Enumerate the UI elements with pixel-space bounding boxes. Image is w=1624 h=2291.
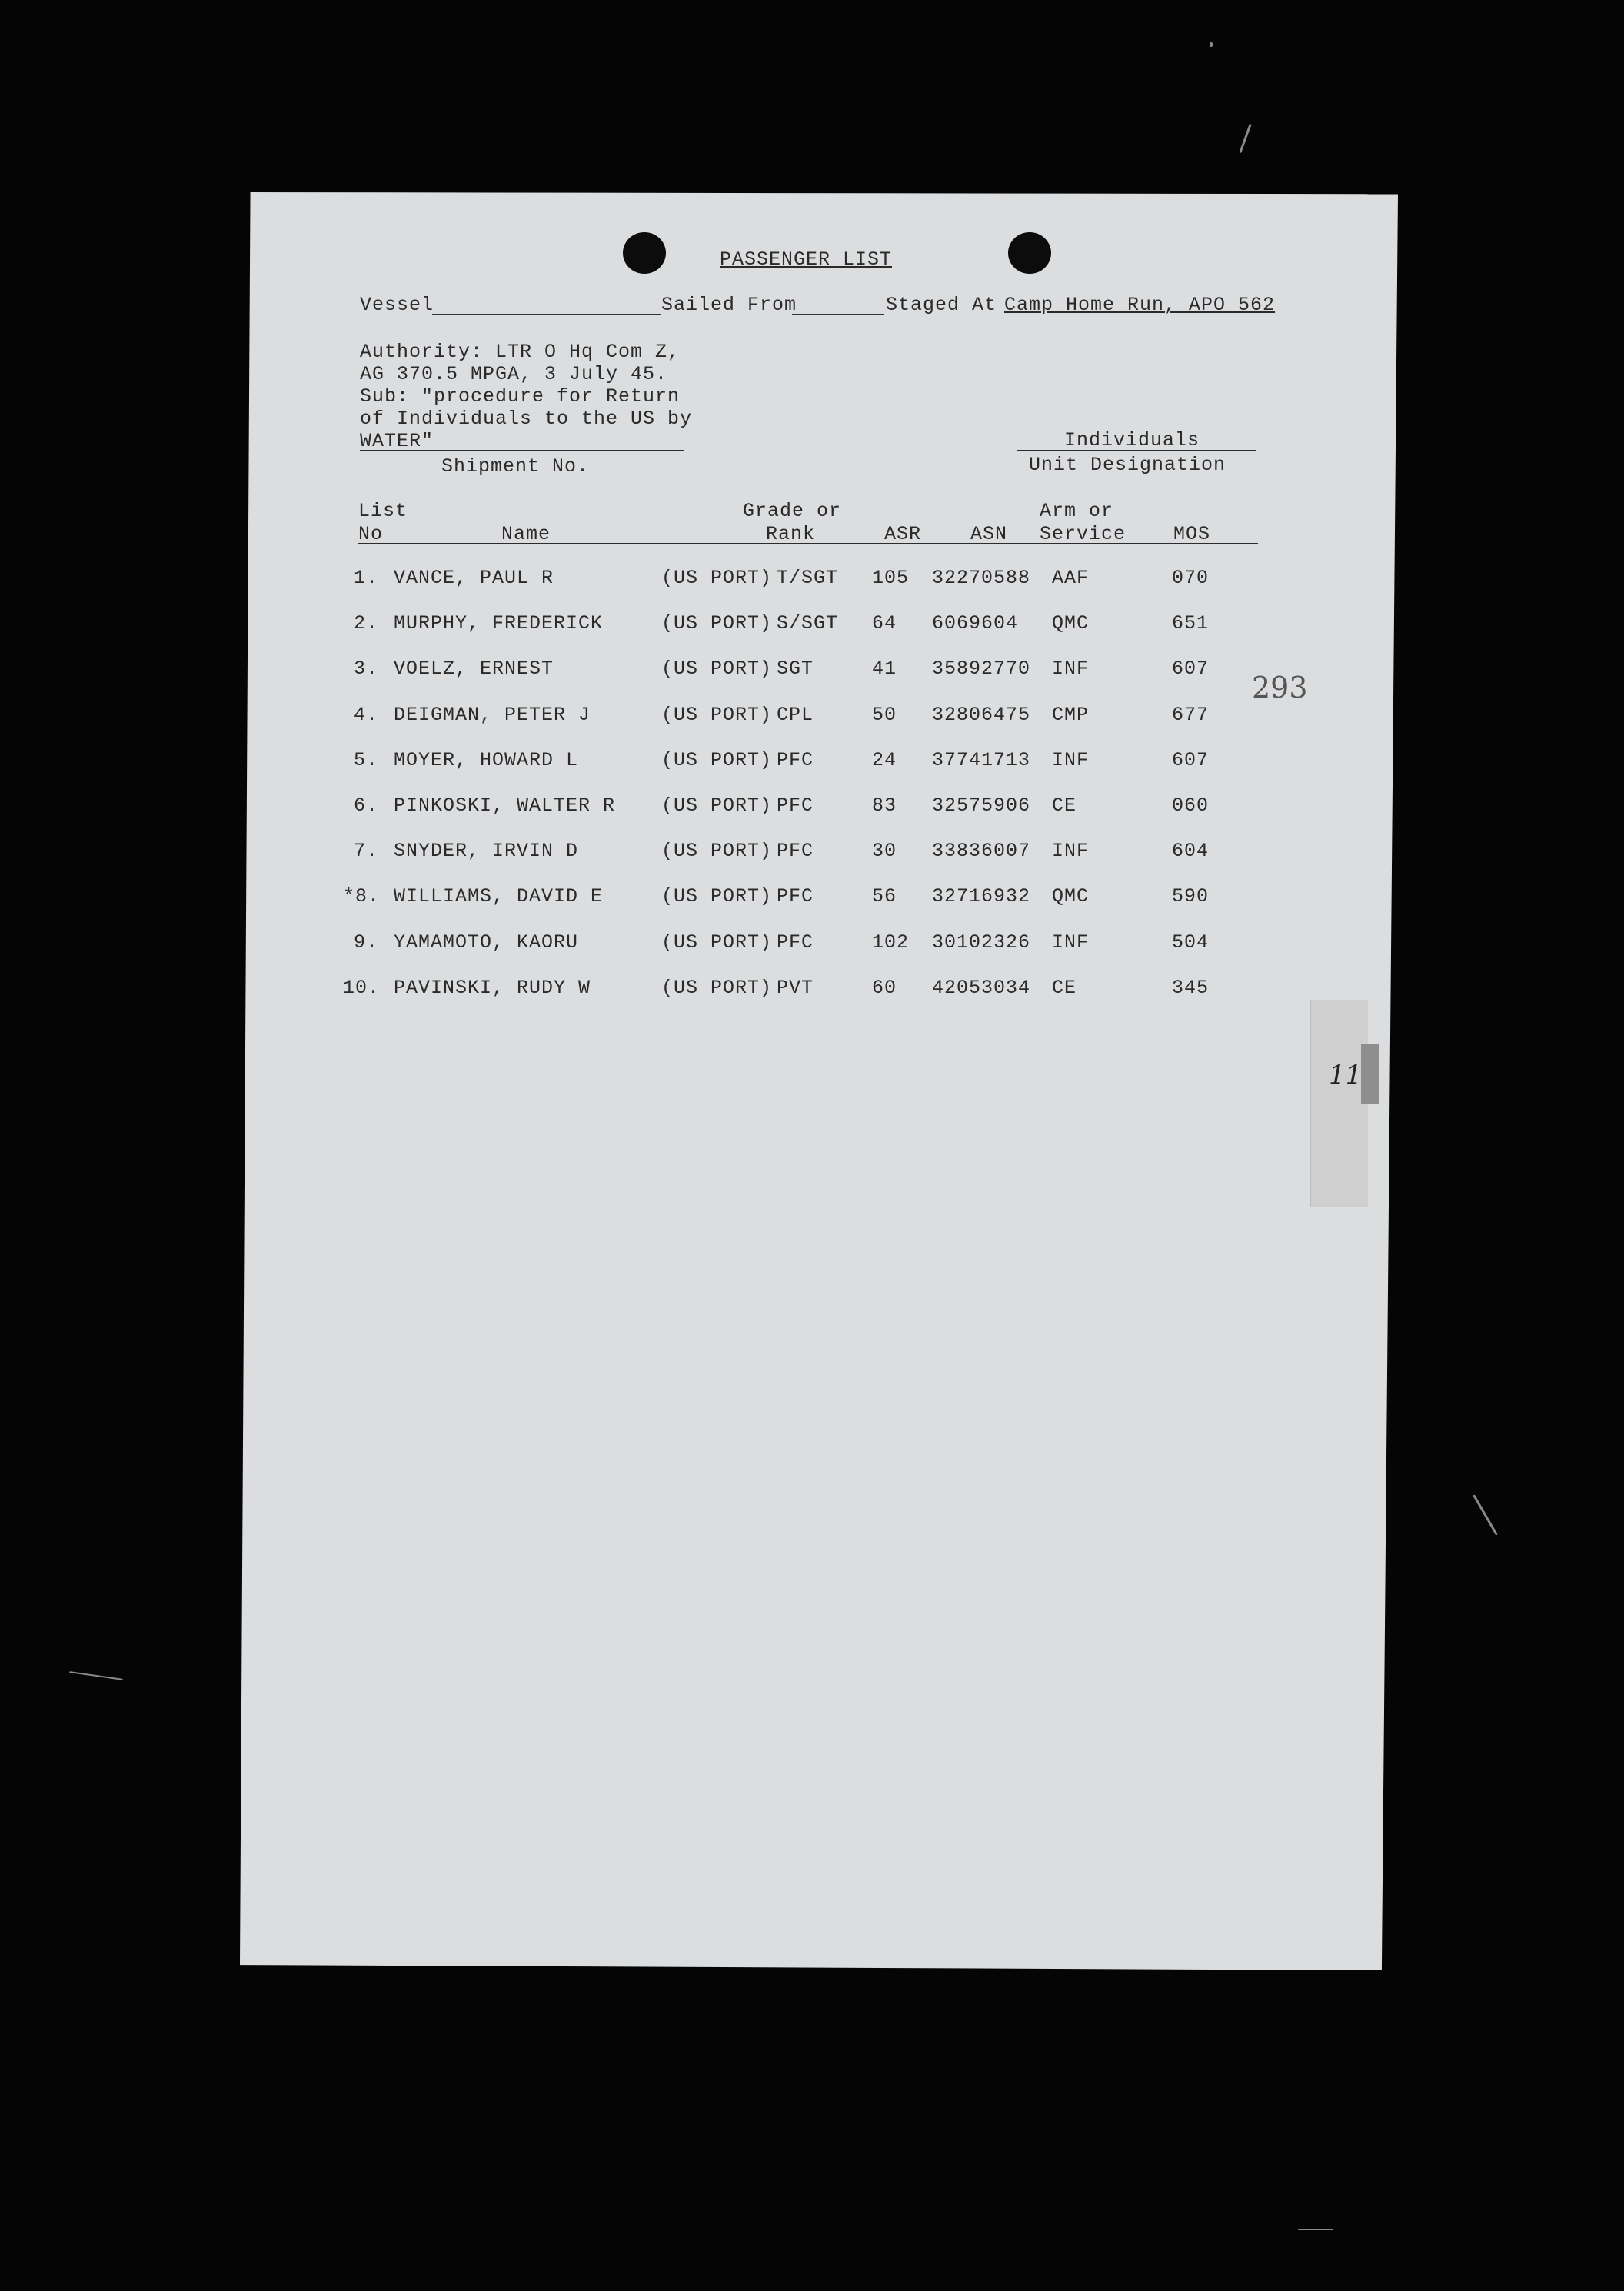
row-name: SNYDER, IRVIN D [394,840,579,863]
table-row [0,567,1624,598]
col-header-rank: Rank [766,523,816,545]
table-row [0,931,1624,962]
table-row [0,749,1624,780]
authority-line: Sub: "procedure for Return [360,385,681,408]
row-name: VANCE, PAUL R [394,567,554,589]
authority-line: AG 370.5 MPGA, 3 July 45. [360,363,668,385]
row-asr: 105 [872,567,910,589]
row-list-no: *8. [343,885,381,908]
row-arm: CE [1052,976,1077,999]
row-asn: 35892770 [932,658,1031,681]
table-row [0,840,1624,871]
row-list-no: 6. [353,794,378,817]
col-header-mos: MOS [1173,523,1211,545]
row-grade: PFC [777,794,814,817]
table-row [0,704,1624,734]
row-arm: INF [1052,931,1090,954]
row-grade: PFC [777,748,814,771]
row-name: VOELZ, ERNEST [394,658,554,681]
row-port: (US PORT) [661,748,773,771]
col-header-service: Service [1040,523,1126,545]
row-list-no: 5. [353,748,378,771]
staged-at-label: Staged At [886,294,997,316]
row-asn: 32270588 [932,567,1031,589]
document-title: PASSENGER LIST [720,248,893,271]
col-header-no: No [358,523,384,545]
row-arm: QMC [1052,885,1090,908]
row-list-no: 9. [353,931,378,954]
row-mos: 651 [1172,612,1210,635]
row-name: PAVINSKI, RUDY W [394,976,591,999]
row-grade: PFC [777,931,814,954]
row-asn: 33836007 [932,840,1031,863]
row-name: YAMAMOTO, KAORU [394,931,579,954]
row-port: (US PORT) [661,885,773,908]
staged-at-value: Camp Home Run, APO 562 [1004,294,1276,316]
row-asr: 50 [872,703,897,726]
row-port: (US PORT) [661,794,773,817]
row-port: (US PORT) [661,658,773,681]
row-name: MOYER, HOWARD L [394,748,579,771]
row-asr: 60 [872,976,897,999]
row-port: (US PORT) [661,703,773,726]
row-asn: 32806475 [932,703,1031,726]
col-header-asn: ASN [970,523,1008,545]
tab-handwritten-mark: 11 [1329,1060,1363,1091]
sailed-from-label: Sailed From [661,294,797,316]
col-header-arm: Arm or [1040,500,1114,522]
row-arm: AAF [1052,567,1090,589]
row-grade: PFC [777,885,814,908]
individuals-label: Individuals [1064,429,1200,451]
row-asr: 83 [872,794,897,817]
row-arm: INF [1052,748,1090,771]
authority-line: Authority: LTR O Hq Com Z, [360,341,681,363]
row-grade: S/SGT [777,612,839,635]
col-header-grade: Grade or [743,500,842,522]
row-grade: T/SGT [777,567,839,589]
row-grade: PVT [777,976,814,999]
row-asr: 56 [872,885,897,908]
authority-line: WATER" [360,430,434,452]
row-asr: 64 [872,612,897,635]
row-port: (US PORT) [661,567,773,589]
row-asr: 41 [872,658,897,681]
row-asn: 37741713 [932,748,1031,771]
row-list-no: 1. [353,567,378,589]
row-port: (US PORT) [661,840,773,863]
row-mos: 070 [1172,567,1210,589]
row-name: DEIGMAN, PETER J [394,703,591,726]
row-mos: 607 [1172,748,1210,771]
col-header-asr: ASR [884,523,922,545]
row-name: PINKOSKI, WALTER R [394,794,616,817]
row-list-no: 7. [353,840,378,863]
row-asr: 102 [872,931,910,954]
table-row [0,658,1624,688]
row-mos: 504 [1172,931,1210,954]
vessel-label: Vessel [360,294,434,316]
page-number-stamp: 293 [1252,671,1308,704]
row-name: MURPHY, FREDERICK [394,612,604,635]
table-row [0,885,1624,916]
row-asn: 6069604 [932,612,1019,635]
row-mos: 607 [1172,658,1210,681]
row-mos: 345 [1172,976,1210,999]
row-mos: 060 [1172,794,1210,817]
paper-tab-edge [1361,1044,1379,1104]
row-name: WILLIAMS, DAVID E [394,885,604,908]
row-port: (US PORT) [661,612,773,635]
row-asn: 42053034 [932,976,1031,999]
row-mos: 604 [1172,840,1210,863]
row-port: (US PORT) [661,976,773,999]
row-asn: 32716932 [932,885,1031,908]
table-row [0,794,1624,825]
shipment-label: Shipment No. [441,455,590,478]
row-grade: CPL [777,703,814,726]
row-mos: 590 [1172,885,1210,908]
row-grade: SGT [777,658,814,681]
row-list-no: 3. [353,658,378,681]
col-header-list: List [358,500,408,522]
row-asn: 30102326 [932,931,1031,954]
row-asr: 30 [872,840,897,863]
unit-designation-label: Unit Designation [1029,454,1226,476]
authority-line: of Individuals to the US by [360,408,693,430]
paper-tab [1310,1000,1368,1207]
row-arm: INF [1052,840,1090,863]
row-arm: INF [1052,658,1090,681]
row-arm: QMC [1052,612,1090,635]
col-header-name: Name [501,523,551,545]
row-list-no: 2. [353,612,378,635]
row-list-no: 4. [353,703,378,726]
table-row [0,977,1624,1007]
row-grade: PFC [777,840,814,863]
row-arm: CMP [1052,703,1090,726]
row-list-no: 10. [343,976,381,999]
row-port: (US PORT) [661,931,773,954]
row-mos: 677 [1172,703,1210,726]
row-asn: 32575906 [932,794,1031,817]
row-asr: 24 [872,748,897,771]
table-row [0,612,1624,643]
row-arm: CE [1052,794,1077,817]
